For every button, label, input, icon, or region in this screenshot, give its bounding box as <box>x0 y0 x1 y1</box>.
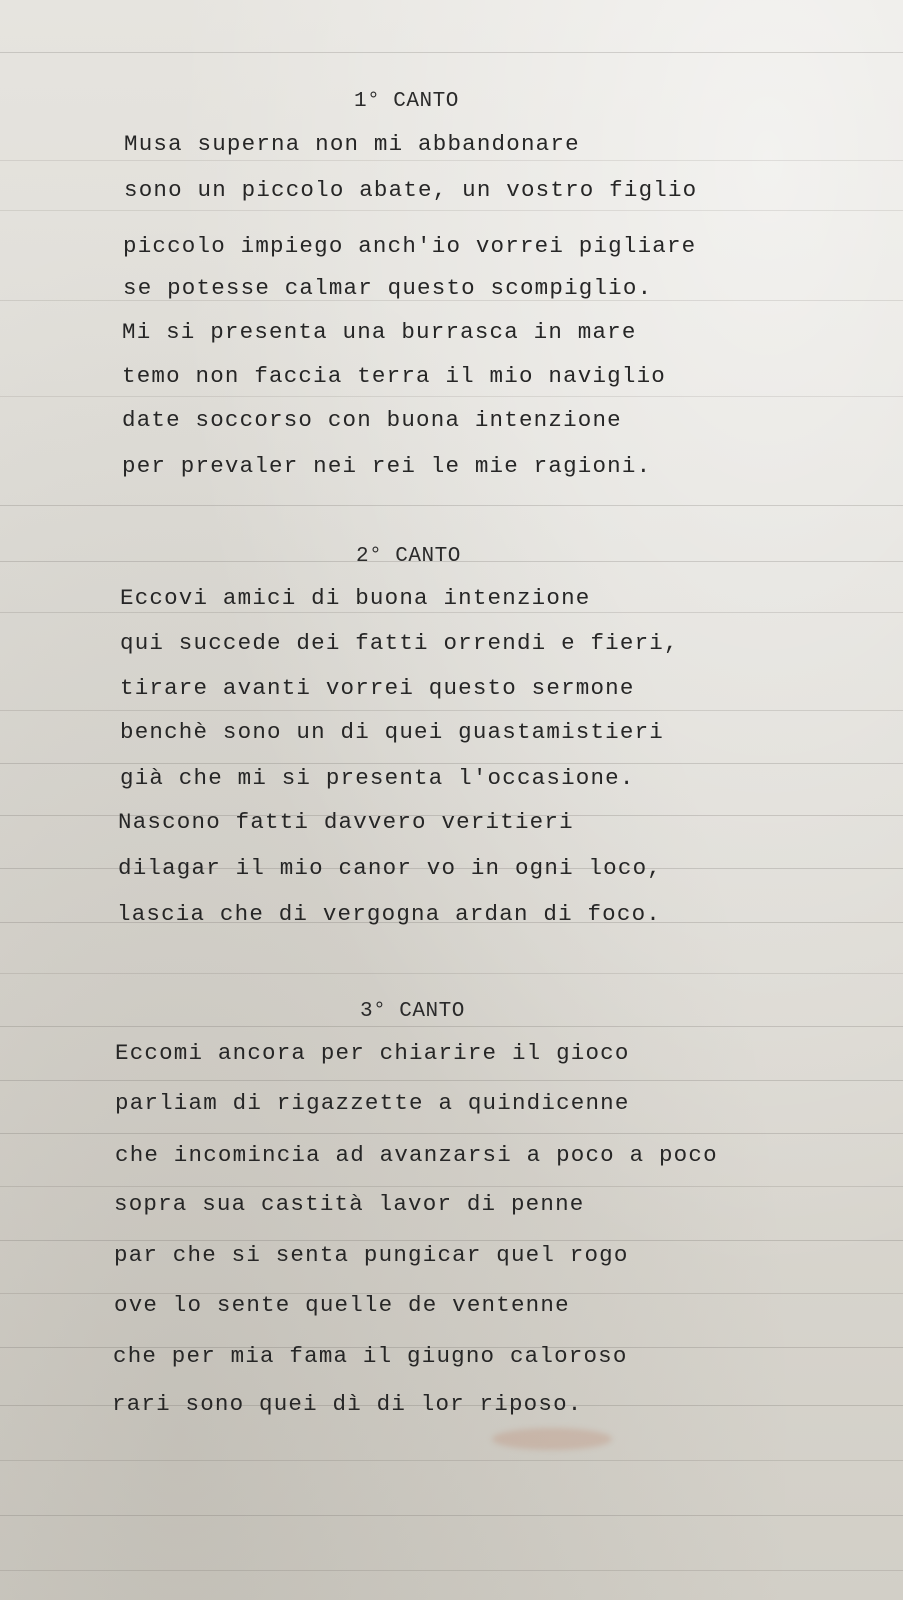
ruled-line <box>0 1186 903 1187</box>
canto-title: 1° CANTO <box>354 90 459 113</box>
ruled-line <box>0 1570 903 1571</box>
verse-line: lascia che di vergogna ardan di foco. <box>117 901 661 927</box>
ruled-line <box>0 210 903 211</box>
verse-line: sono un piccolo abate, un vostro figlio <box>124 177 698 203</box>
paper-stain <box>492 1428 612 1450</box>
ruled-line <box>0 505 903 506</box>
verse-line: benchè sono un di quei guastamistieri <box>120 719 664 745</box>
ruled-line <box>0 52 903 53</box>
verse-line: temo non faccia terra il mio naviglio <box>122 363 666 389</box>
canto-title: 2° CANTO <box>356 545 461 568</box>
verse-line: Eccovi amici di buona intenzione <box>120 585 591 611</box>
verse-line: Eccomi ancora per chiarire il gioco <box>115 1040 630 1066</box>
ruled-line <box>0 1240 903 1241</box>
verse-line: Mi si presenta una burrasca in mare <box>122 319 637 345</box>
ruled-line <box>0 396 903 397</box>
ruled-line <box>0 1515 903 1516</box>
verse-line: par che si senta pungicar quel rogo <box>114 1242 629 1268</box>
verse-line: già che mi si presenta l'occasione. <box>120 765 635 791</box>
verse-line: Musa superna non mi abbandonare <box>124 131 580 157</box>
verse-line: qui succede dei fatti orrendi e fieri, <box>120 630 679 656</box>
verse-line: che per mia fama il giugno caloroso <box>113 1343 628 1369</box>
verse-line: dilagar il mio canor vo in ogni loco, <box>118 855 662 881</box>
ruled-line <box>0 1080 903 1081</box>
verse-line: rari sono quei dì di lor riposo. <box>112 1391 583 1417</box>
verse-line: ove lo sente quelle de ventenne <box>114 1292 570 1318</box>
ruled-line <box>0 973 903 974</box>
verse-line: se potesse calmar questo scompiglio. <box>123 275 653 301</box>
verse-line: sopra sua castità lavor di penne <box>114 1191 585 1217</box>
canto-title: 3° CANTO <box>360 1000 465 1023</box>
ruled-line <box>0 1460 903 1461</box>
verse-line: parliam di rigazzette a quindicenne <box>115 1090 630 1116</box>
ruled-line <box>0 1133 903 1134</box>
verse-line: Nascono fatti davvero veritieri <box>118 809 574 835</box>
verse-line: che incomincia ad avanzarsi a poco a poco <box>115 1142 718 1168</box>
ruled-line <box>0 763 903 764</box>
ruled-line <box>0 710 903 711</box>
verse-line: tirare avanti vorrei questo sermone <box>120 675 635 701</box>
verse-line: piccolo impiego anch'io vorrei pigliare <box>123 233 697 259</box>
ruled-line <box>0 1026 903 1027</box>
verse-line: per prevaler nei rei le mie ragioni. <box>122 453 652 479</box>
ruled-line <box>0 160 903 161</box>
verse-line: date soccorso con buona intenzione <box>122 407 622 433</box>
ruled-line <box>0 612 903 613</box>
